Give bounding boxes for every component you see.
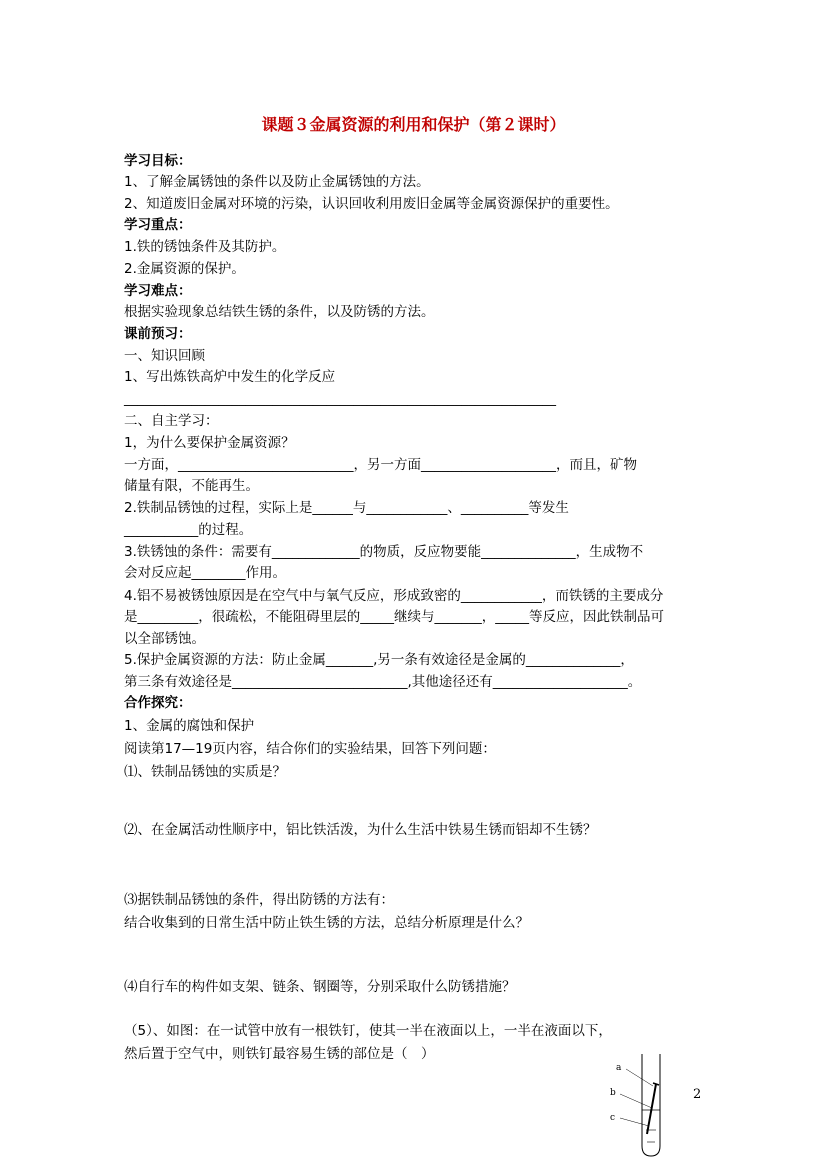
text-line: ⑵、在金属活动性顺序中，铝比铁活泼，为什么生活中铁易生锈而铝却不生锈？ (124, 822, 597, 838)
figure-label-b: b (610, 1088, 616, 1098)
text-line: 结合收集到的日常生活中防止铁生锈的方法，总结分析原理是什么？ (124, 915, 529, 931)
text-line: 根据实验现象总结铁生锈的条件，以及防锈的方法。 (124, 304, 435, 320)
text-line: 3.铁锈蚀的条件：需要有_____________的物质，反应物要能______________，生成物不 (124, 544, 644, 560)
page-title: 课题３金属资源的利用和保护（第２课时） (261, 115, 566, 134)
text-line: 储量有限，不能再生。 (124, 478, 259, 494)
text-line: 2.铁制品锈蚀的过程，实际上是______与____________、__________等发生 (124, 500, 569, 516)
text-line: （5）、如图：在一试管中放有一根铁钉，使其一半在液面以上，一半在液面以下， (124, 1023, 612, 1039)
text-line: ⑷自行车的构件如支架、链条、钢圈等，分别采取什么防锈措施？ (124, 979, 516, 995)
figure-label-a: a (616, 1063, 622, 1073)
section-heading: 课前预习： (124, 326, 192, 342)
leader-line-a (626, 1069, 653, 1086)
text-line: 2.金属资源的保护。 (124, 261, 245, 277)
text-line: 第三条有效途径是__________________________,其他途径还有____________________。 (124, 674, 642, 690)
text-line: 阅读第17—19页内容，结合你们的实验结果，回答下列问题： (124, 741, 496, 757)
text-line: 1、金属的腐蚀和保护 (124, 718, 255, 734)
figure-label-c: c (610, 1113, 616, 1123)
text-line: ⑶据铁制品锈蚀的条件，得出防锈的方法有： (124, 892, 394, 908)
text-line: 1.铁的锈蚀条件及其防护。 (124, 239, 286, 255)
text-line: 然后置于空气中，则铁钉最容易生锈的部位是（ ） (124, 1046, 435, 1062)
page-number: 2 (693, 1087, 702, 1102)
iron-nail (647, 1084, 656, 1134)
text-line: 是_________，很疏松，不能阻碍里层的_____继续与_______，_____等反应，因此铁制品可 (124, 609, 664, 625)
nail-head (653, 1083, 659, 1085)
text-line: 1、写出炼铁高炉中发生的化学反应 (124, 369, 336, 385)
text-line: ___________的过程。 (124, 522, 253, 538)
text-line: 4.铝不易被锈蚀原因是在空气中与氧气反应，形成致密的____________，而铁锈的主要成分 (124, 588, 664, 604)
section-heading: 合作探究： (124, 695, 192, 711)
text-line: 1、了解金属锈蚀的条件以及防止金属锈蚀的方法。 (124, 174, 430, 190)
text-line: 2、知道废旧金属对环境的污染，认识回收利用废旧金属等金属资源保护的重要性。 (124, 196, 619, 212)
text-line: ________________________________________________________________ (124, 391, 556, 407)
text-line: 5.保护金属资源的方法：防止金属_______,另一条有效途径是金属的______________， (124, 652, 634, 668)
text-line: 二、自主学习： (124, 413, 219, 429)
text-line: 会对反应起________作用。 (124, 565, 286, 581)
text-line: 一、知识回顾 (124, 348, 205, 364)
text-line: 一方面，__________________________，另一方面____________________，而且，矿物 (124, 457, 637, 473)
leader-line-b (620, 1094, 652, 1108)
text-line: 以全部锈蚀。 (124, 631, 205, 647)
section-heading: 学习目标： (124, 153, 192, 169)
test-tube-figure (600, 1050, 690, 1160)
leader-line-c (620, 1118, 649, 1126)
text-line: 1，为什么要保护金属资源？ (124, 435, 295, 451)
section-heading: 学习重点： (124, 217, 192, 233)
text-line: ⑴、铁制品锈蚀的实质是？ (124, 764, 286, 780)
section-heading: 学习难点： (124, 283, 192, 299)
